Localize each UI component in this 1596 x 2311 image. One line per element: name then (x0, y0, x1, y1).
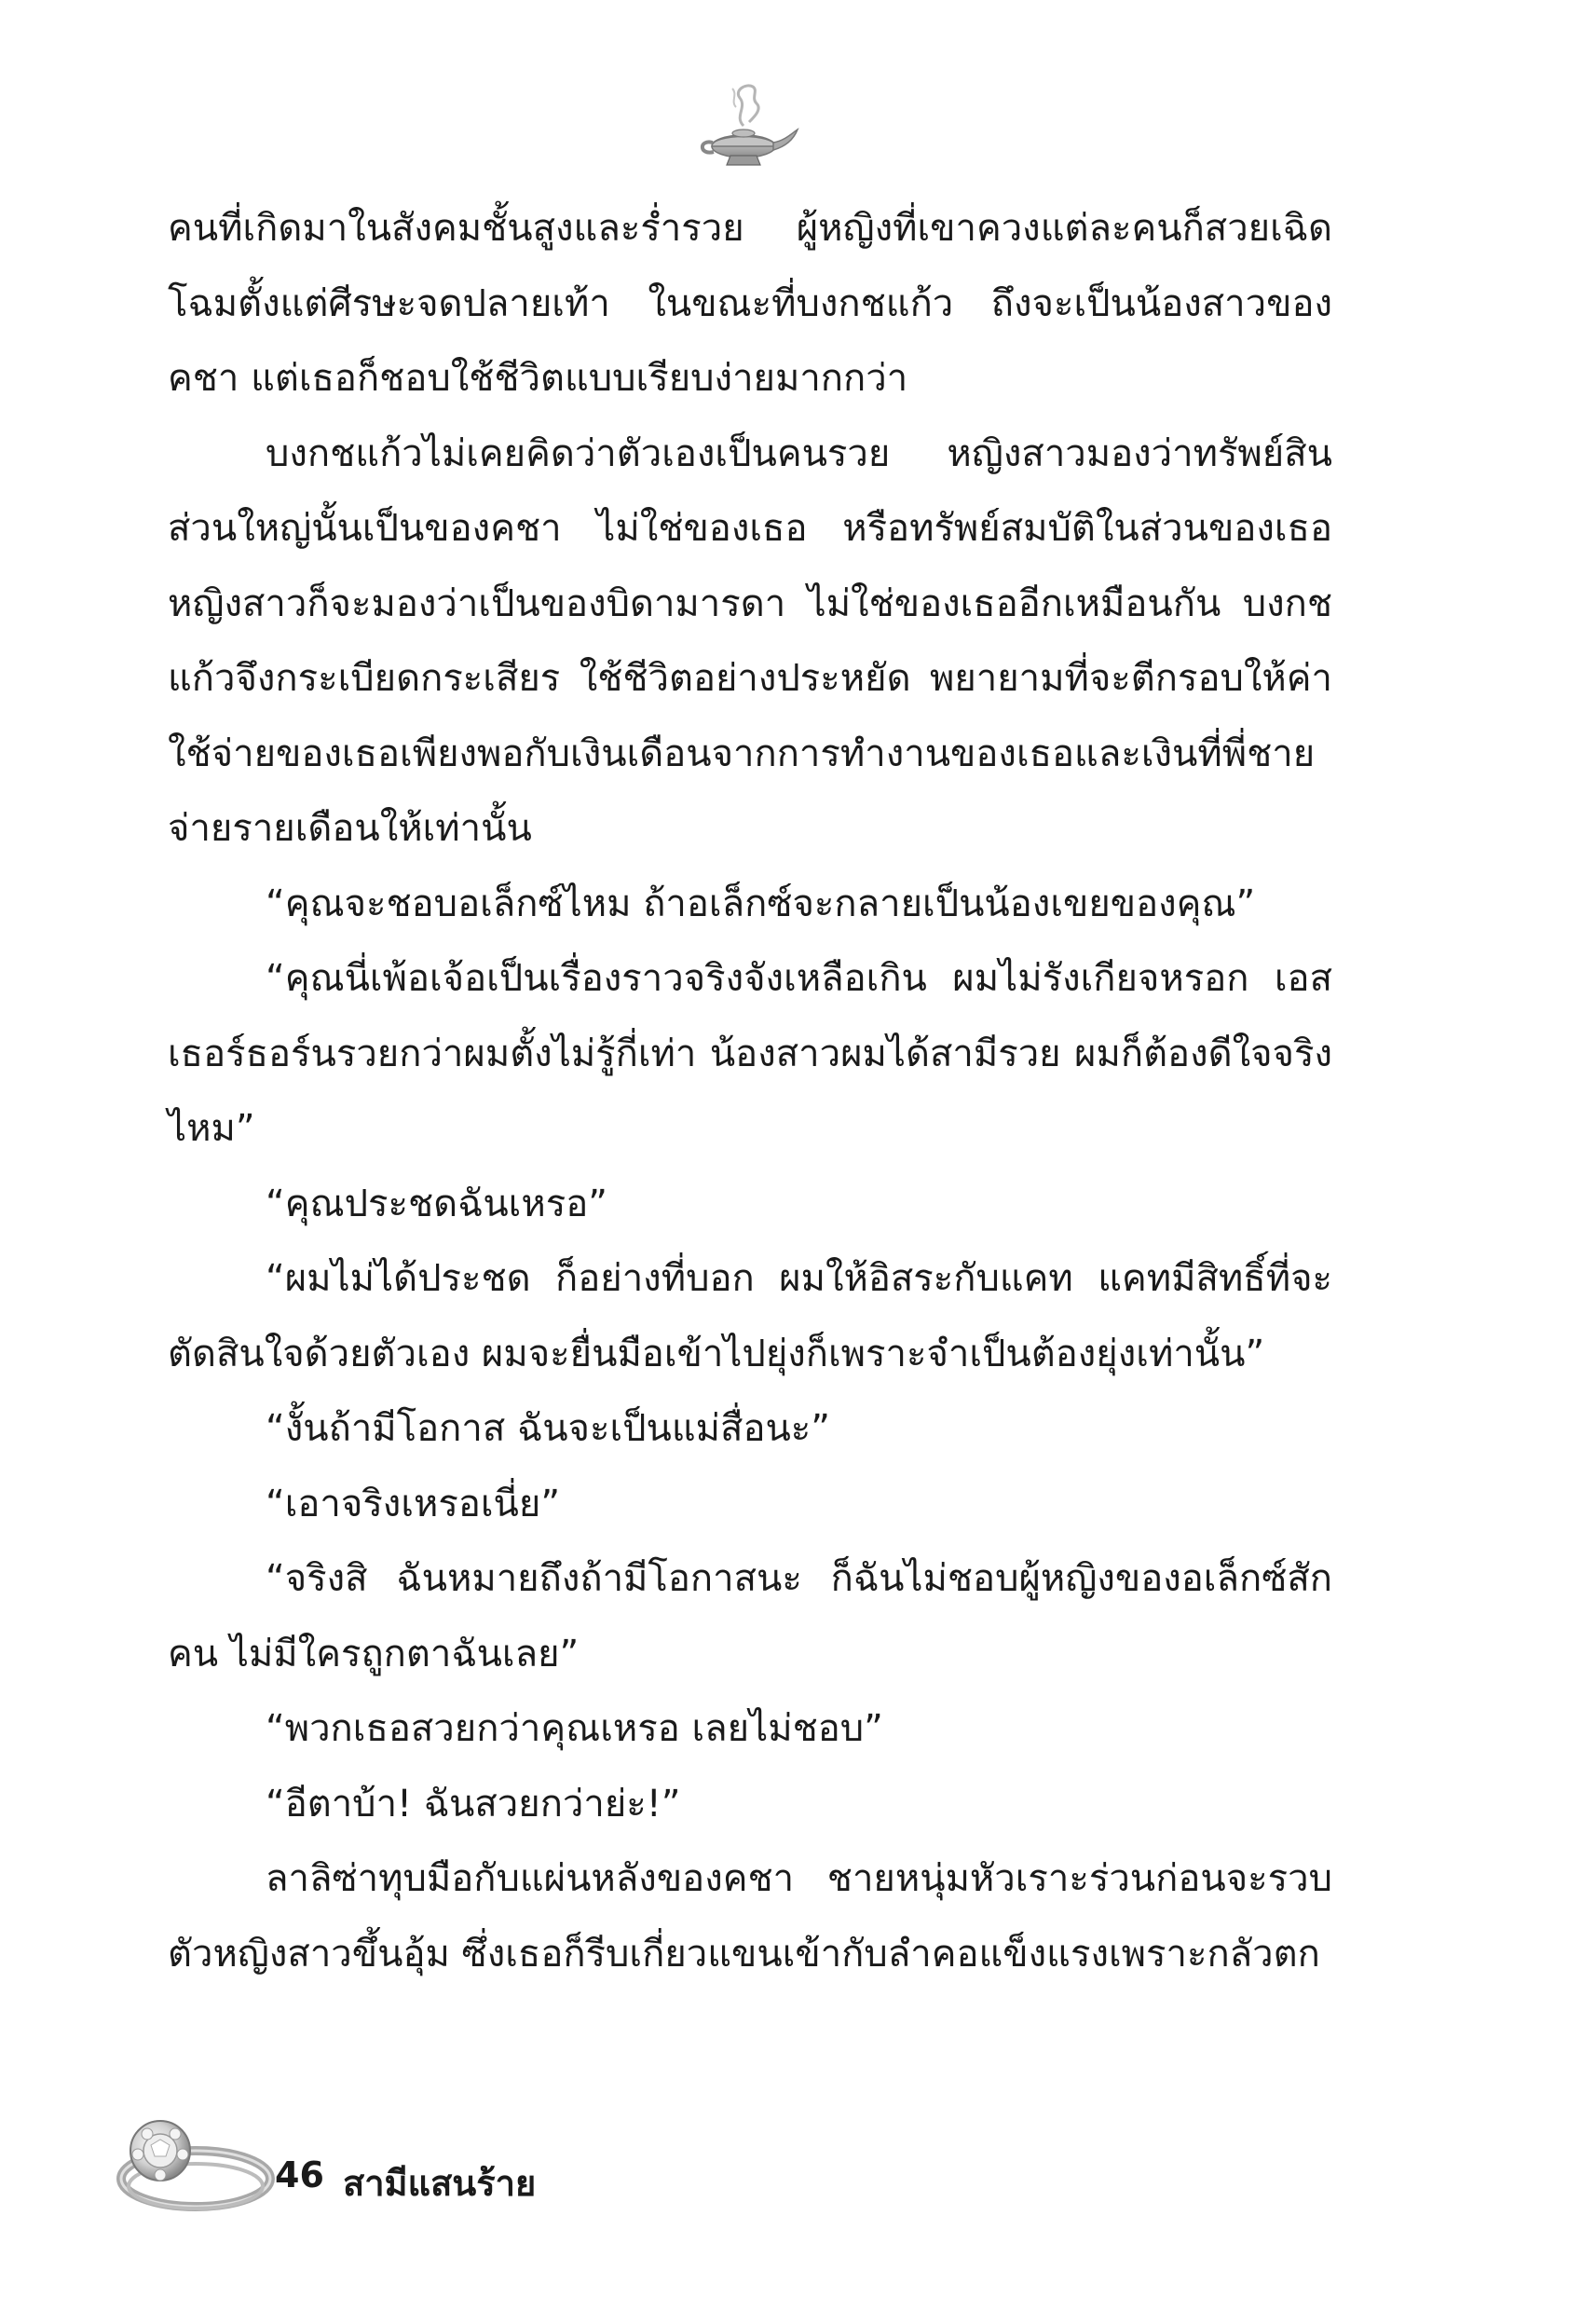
dialogue-line: “เอาจริงเหรอเนี่ย” (266, 1482, 561, 1525)
dialogue-line: “จริงสิ ฉันหมายถึงถ้ามีโอกาสนะ ก็ฉันไม่ชอบผู้หญิงของอเล็กซ์สักคน ไม่มีใครถูกตาฉันเลย” (168, 1557, 1332, 1675)
dialogue-line: “ผมไม่ได้ประชด ก็อย่างที่บอก ผมให้อิสระกับแคท แคทมีสิทธิ์ที่จะตัดสินใจด้วยตัวเอง ผมจะยื่นมือเข้าไปยุ่งก็เพราะจำเป็นต้องยุ่งเท่านั้น” (168, 1257, 1332, 1375)
paragraph: ลาลิซ่าทุบมือกับแผ่นหลังของคชา ชายหนุ่มหัวเราะร่วนก่อนจะรวบตัวหญิงสาวขึ้นอุ้ม ซึ่งเธอก็รีบเกี่ยวแขนเข้ากับลำคอแข็งแรงเพราะกลัวตก (168, 1857, 1332, 1976)
book-title: สามีแสนร้าย (343, 2163, 537, 2204)
dialogue-line: “คุณนี่เพ้อเจ้อเป็นเรื่องราวจริงจังเหลือเกิน ผมไม่รังเกียจหรอก เอสเธอร์ธอร์นรวยกว่าผมตั้งไม่รู้กี่เท่า น้องสาวผมได้สามีรวย ผมก็ต้องดีใจจริงไหม” (168, 957, 1332, 1150)
body-text (168, 191, 1332, 1991)
dialogue-line: “พวกเธอสวยกว่าคุณเหรอ เลยไม่ชอบ” (266, 1707, 883, 1750)
page-footer (102, 2097, 755, 2227)
dialogue-line: “อีตาบ้า! ฉันสวยกว่าย่ะ!” (266, 1782, 681, 1826)
paragraph: บงกชแก้วไม่เคยคิดว่าตัวเองเป็นคนรวย หญิงสาวมองว่าทรัพย์สินส่วนใหญ่นั้นเป็นของคชา ไม่ใช่ของเธอ หรือทรัพย์สมบัติในส่วนของเธอหญิงสาวก็จะมองว่าเป็นของบิดามารดา ไม่ใช่ของเธออีกเหมือนกัน บงกชแก้วจึงกระเบียดกระเสียร ใช้ชีวิตอย่างประหยัด พยายามที่จะตีกรอบให้ค่าใช้จ่ายของเธอเพียงพอกับเงินเดือนจากการทำงานของเธอและเงินที่พี่ชายจ่ายรายเดือนให้เท่านั้น (168, 431, 1332, 850)
page-number: 46 (275, 2154, 324, 2195)
dialogue-line: “งั้นถ้ามีโอกาส ฉันจะเป็นแม่สื่อนะ” (266, 1407, 831, 1450)
dialogue-line: “คุณประชดฉันเหรอ” (266, 1182, 607, 1225)
diamond-ring-icon (102, 2097, 275, 2218)
genie-lamp-icon (689, 79, 801, 172)
dialogue-line: “คุณจะชอบอเล็กซ์ไหม ถ้าอเล็กซ์จะกลายเป็นน้องเขยของคุณ” (266, 882, 1256, 925)
paragraph: คนที่เกิดมาในสังคมชั้นสูงและร่ำรวย ผู้หญิงที่เขาควงแต่ละคนก็สวยเฉิดโฉมตั้งแต่ศีรษะจดปลายเท้า ในขณะที่บงกชแก้ว ถึงจะเป็นน้องสาวของคชา แต่เธอก็ชอบใช้ชีวิตแบบเรียบง่ายมากกว่า (168, 207, 1332, 400)
